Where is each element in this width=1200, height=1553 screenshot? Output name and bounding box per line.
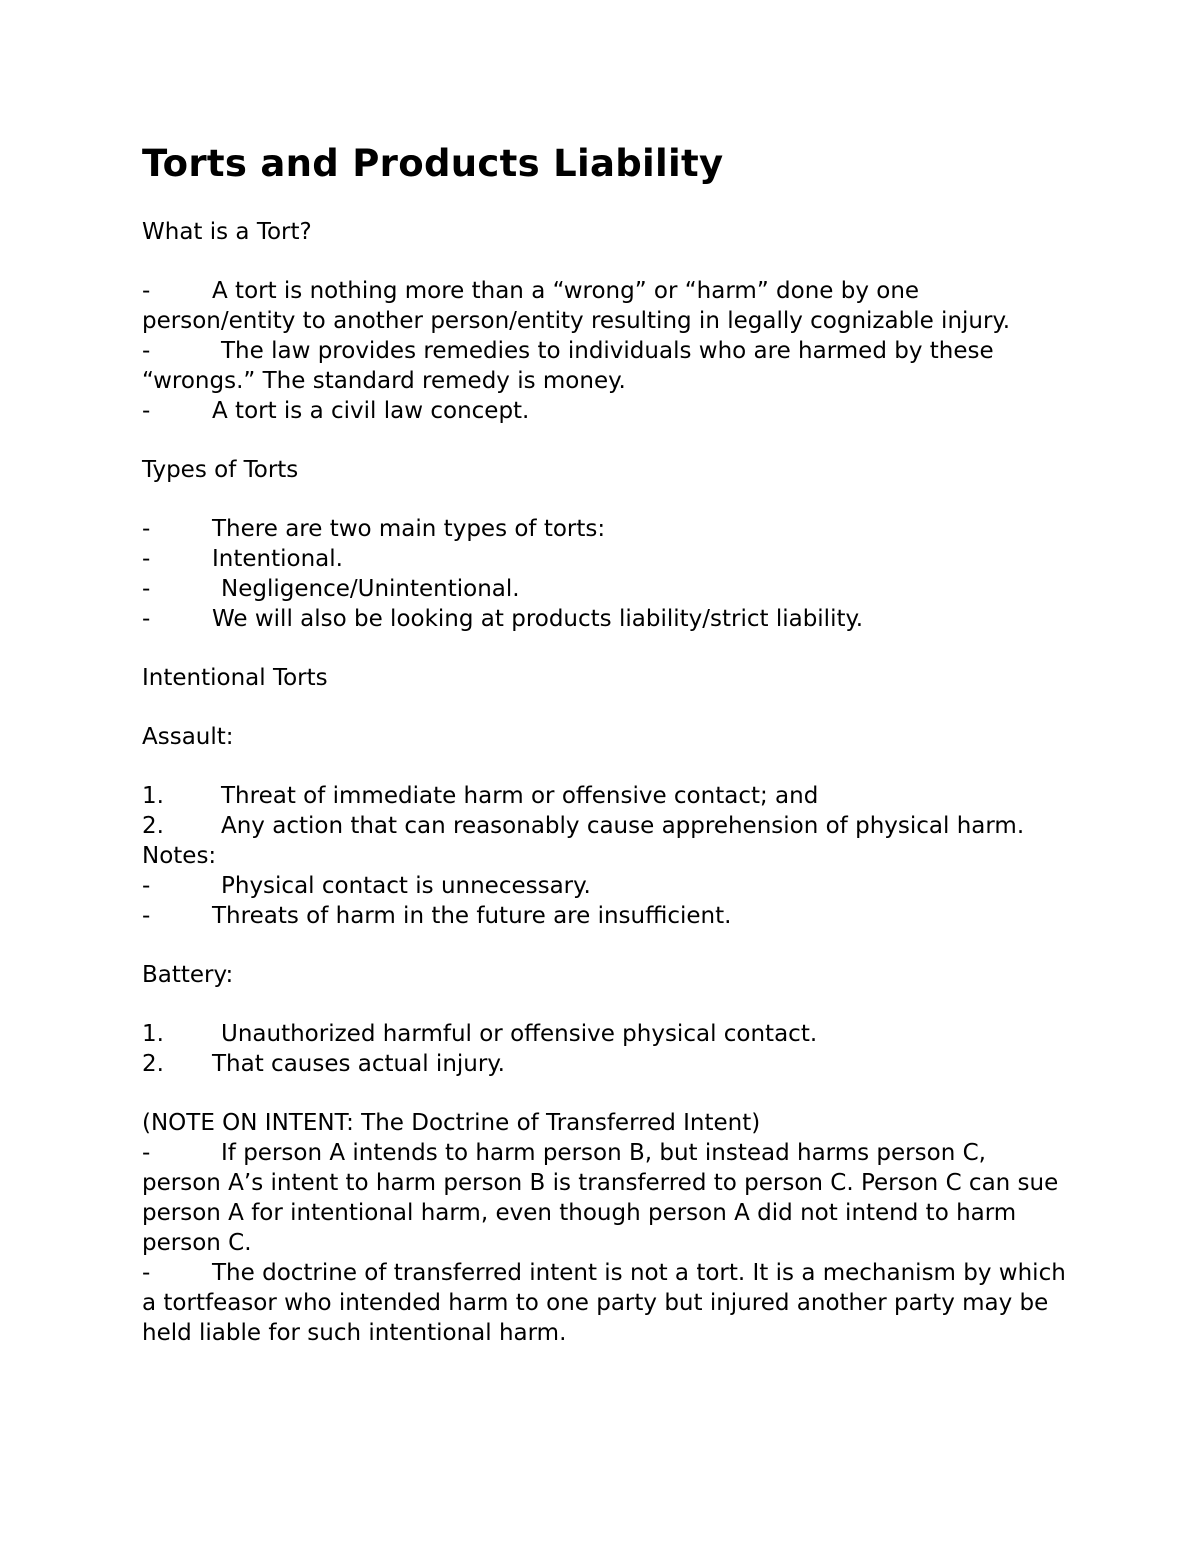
bullet-item [142,604,1072,634]
bullet-marker: - [142,1260,151,1286]
numbered-item [142,781,1072,811]
bullet-marker: - [142,546,151,572]
bullet-item [142,514,1072,544]
bullet-item [142,1258,1072,1348]
section-heading-intentional-torts: Intentional Torts [142,665,328,691]
bullet-marker: - [142,398,151,424]
document-body [142,138,1072,1348]
note-item [142,871,1072,901]
bullet-item [142,574,1072,604]
item-text: Unauthorized harmful or offensive physical contact. [221,1021,818,1047]
numbered-item [142,1049,1072,1079]
bullet-item [142,1138,1072,1258]
bullet-text: The law provides remedies to individuals who are harmed by these “wrongs.” The standard remedy is money. [142,338,994,394]
bullet-marker: - [142,903,151,929]
numbered-item [142,1019,1072,1049]
section-heading-battery: Battery: [142,962,234,988]
bullet-item [142,336,1072,396]
bullet-marker: - [142,606,151,632]
section-heading-what-is-a-tort: What is a Tort? [142,219,312,245]
bullet-item [142,544,1072,574]
bullet-item [142,396,1072,426]
bullet-marker: - [142,1140,151,1166]
number-marker: 2. [142,813,164,839]
number-marker: 1. [142,783,164,809]
bullet-marker: - [142,278,151,304]
bullet-text: A tort is a civil law concept. [212,398,530,424]
bullet-text: We will also be looking at products liability/strict liability. [212,606,864,632]
bullet-text: A tort is nothing more than a “wrong” or “harm” done by one person/entity to another person/entity resulting in legally cognizable injury. [142,278,1011,334]
item-text: That causes actual injury. [212,1051,505,1077]
bullet-text: Negligence/Unintentional. [221,576,520,602]
notes-label: Notes: [142,843,217,869]
number-marker: 1. [142,1021,164,1047]
note-item [142,901,1072,931]
section-heading-types-of-torts: Types of Torts [142,457,299,483]
bullet-text: If person A intends to harm person B, but instead harms person C, person A’s intent to harm person B is transferred to person C. Person C can sue person A for intentional harm, even though person A did not intend to harm person C. [142,1140,1059,1256]
note-text: Physical contact is unnecessary. [221,873,591,899]
bullet-item [142,276,1072,336]
bullet-marker: - [142,873,151,899]
section-heading-assault: Assault: [142,724,234,750]
bullet-marker: - [142,576,151,602]
item-text: Any action that can reasonably cause apprehension of physical harm. [221,813,1025,839]
bullet-marker: - [142,516,151,542]
number-marker: 2. [142,1051,164,1077]
note-text: Threats of harm in the future are insufficient. [212,903,732,929]
document-title: Torts and Products Liability [142,142,724,185]
bullet-text: The doctrine of transferred intent is not a tort. It is a mechanism by which a tortfeasor who intended harm to one party but injured another party may be held liable for such intentional harm. [142,1260,1066,1346]
item-text: Threat of immediate harm or offensive contact; and [221,783,819,809]
bullet-marker: - [142,338,151,364]
bullet-text: There are two main types of torts: [212,516,606,542]
numbered-item [142,811,1072,841]
bullet-text: Intentional. [212,546,343,572]
section-heading-transferred-intent: (NOTE ON INTENT: The Doctrine of Transferred Intent) [142,1110,761,1136]
